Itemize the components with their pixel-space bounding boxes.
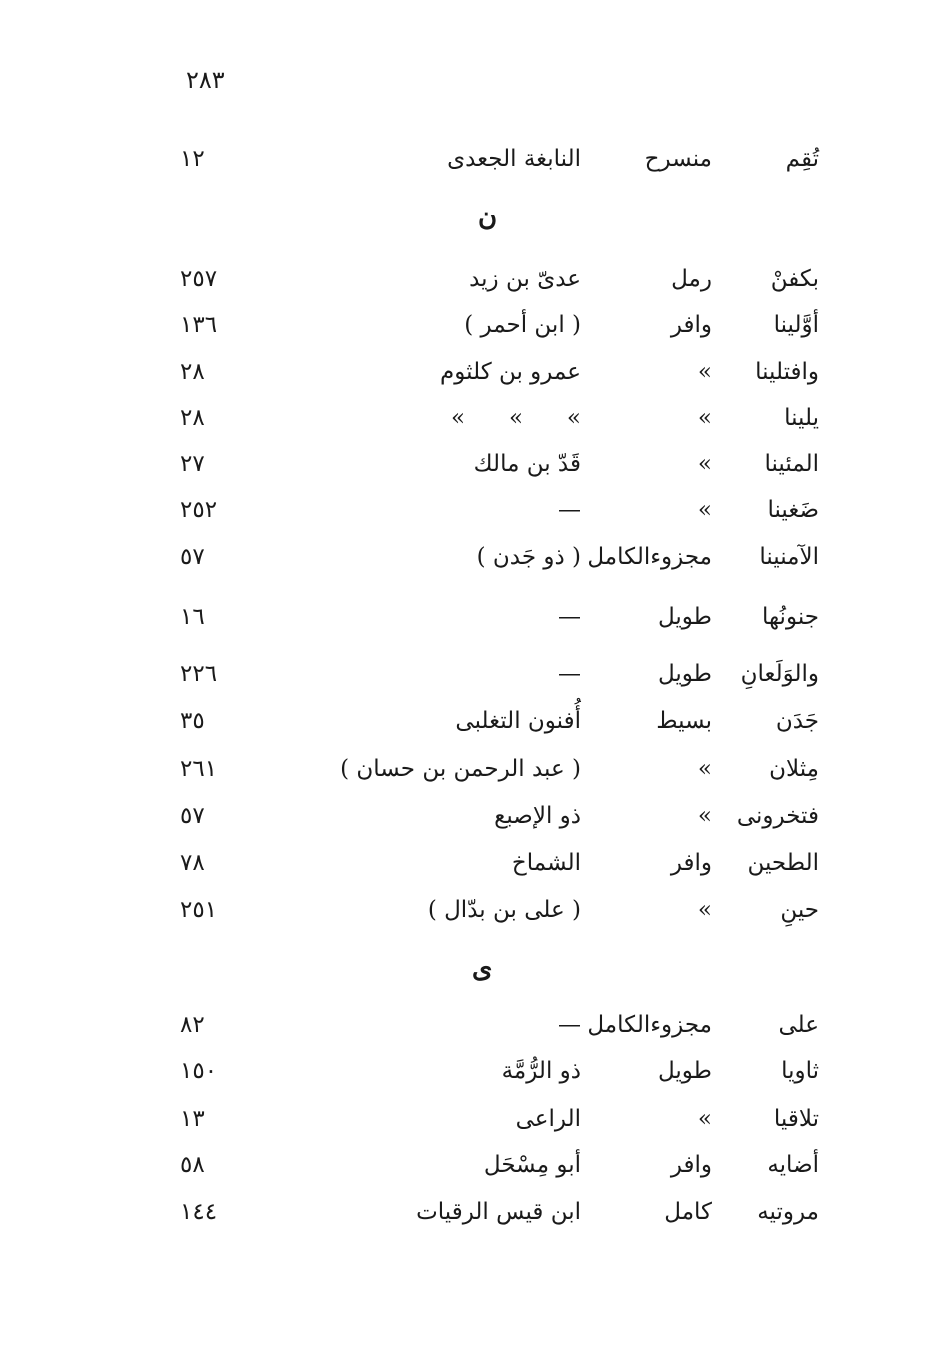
page-ref: ٢٦١	[180, 756, 218, 782]
index-row	[0, 604, 937, 644]
index-row	[0, 312, 937, 352]
page-ref: ١٣	[180, 1106, 205, 1132]
meter: مجزوءالكامل	[587, 544, 712, 570]
index-row	[0, 544, 937, 584]
meter: وافر	[670, 850, 712, 876]
page-ref: ١٣٦	[180, 312, 218, 338]
index-row	[0, 756, 937, 796]
rhyme-word: على	[778, 1012, 819, 1038]
meter: طويل	[657, 661, 712, 687]
poet: قَدّ بن مالك	[473, 451, 581, 477]
page-ref: ٢٥٧	[180, 266, 218, 292]
meter: »	[697, 1106, 712, 1132]
index-row	[0, 146, 937, 186]
index-row	[0, 1058, 937, 1098]
letter-heading-nun: ن	[478, 202, 498, 232]
meter: وافر	[670, 312, 712, 338]
page-ref: ١٤٤	[180, 1199, 218, 1225]
poet: أبو مِسْحَل	[483, 1152, 581, 1178]
poet: عمرو بن كلثوم	[440, 359, 581, 385]
meter: »	[697, 359, 712, 385]
poet: —	[558, 661, 581, 687]
meter: »	[697, 497, 712, 523]
poet: ابن قيس الرقيات	[416, 1199, 581, 1225]
page-ref: ٢٨	[180, 405, 205, 431]
meter: مجزوءالكامل	[587, 1012, 712, 1038]
page-ref: ٢٥١	[180, 897, 218, 923]
rhyme-word: حينِ	[780, 897, 819, 923]
poet: ( عبد الرحمن بن حسان )	[340, 756, 581, 782]
rhyme-word: الآمنينا	[759, 544, 819, 570]
page-ref: ٣٥	[180, 708, 205, 734]
meter: »	[697, 405, 712, 431]
page-ref: ٥٧	[180, 803, 205, 829]
rhyme-word: أضايه	[767, 1152, 819, 1178]
poet: عدىّ بن زيد	[469, 266, 581, 292]
index-row	[0, 897, 937, 937]
meter: »	[697, 756, 712, 782]
page-ref: ٢٧	[180, 451, 205, 477]
index-row	[0, 1199, 937, 1239]
poet: ( على بن بدّال )	[427, 897, 581, 923]
meter: كامل	[664, 1199, 712, 1225]
poet: » » »	[451, 405, 581, 431]
page-number: ٢٨٣	[186, 66, 225, 94]
page-ref: ١٢	[180, 146, 205, 172]
rhyme-word: مِثلان	[769, 756, 819, 782]
rhyme-word: المئينا	[764, 451, 819, 477]
poet: —	[558, 604, 581, 630]
index-row	[0, 451, 937, 491]
index-row	[0, 359, 937, 399]
poet: ذو الإصبع	[494, 803, 581, 829]
poet: الراعى	[515, 1106, 581, 1132]
index-row	[0, 1012, 937, 1052]
rhyme-word: مروتيه	[757, 1199, 819, 1225]
meter: منسرح	[644, 146, 712, 172]
page-ref: ١٥٠	[180, 1058, 218, 1084]
rhyme-word: تُقِم	[785, 146, 819, 172]
index-row	[0, 850, 937, 890]
page-ref: ١٦	[180, 604, 205, 630]
rhyme-word: جَدَن	[775, 708, 819, 734]
meter: طويل	[657, 1058, 712, 1084]
page-ref: ٥٨	[180, 1152, 205, 1178]
rhyme-word: يلينا	[784, 405, 819, 431]
meter: طويل	[657, 604, 712, 630]
index-row	[0, 708, 937, 748]
rhyme-word: تلاقيا	[773, 1106, 819, 1132]
rhyme-word: وافتلينا	[755, 359, 819, 385]
meter: بسيط	[656, 708, 712, 734]
page-ref: ٨٢	[180, 1012, 205, 1038]
poet: أُفنون التغلبى	[455, 708, 581, 734]
rhyme-word: ثاويا	[781, 1058, 819, 1084]
meter: »	[697, 803, 712, 829]
index-row	[0, 1152, 937, 1192]
page-ref: ٧٨	[180, 850, 205, 876]
index-row	[0, 497, 937, 537]
page-ref: ٢٨	[180, 359, 205, 385]
meter: وافر	[670, 1152, 712, 1178]
poet: ( ذو جَدن )	[476, 544, 581, 570]
rhyme-word: فتخرونى	[736, 803, 819, 829]
rhyme-word: جنونُها	[761, 604, 819, 630]
meter: رمل	[671, 266, 712, 292]
index-row	[0, 266, 937, 306]
page-ref: ٥٧	[180, 544, 205, 570]
index-row	[0, 1106, 937, 1146]
page-ref: ٢٥٢	[180, 497, 218, 523]
poet: —	[558, 1012, 581, 1038]
poet: —	[558, 497, 581, 523]
letter-heading-ya: ى	[472, 954, 493, 984]
poet: الشماخ	[511, 850, 581, 876]
rhyme-word: الطحين	[747, 850, 819, 876]
rhyme-word: ضَغينا	[767, 497, 819, 523]
index-row	[0, 661, 937, 701]
page-ref: ٢٢٦	[180, 661, 218, 687]
index-row	[0, 405, 937, 445]
poet: النابغة الجعدى	[447, 146, 581, 172]
poet: ( ابن أحمر )	[464, 312, 581, 338]
meter: »	[697, 451, 712, 477]
meter: »	[697, 897, 712, 923]
index-row	[0, 803, 937, 843]
rhyme-word: بكفنْ	[770, 266, 819, 292]
rhyme-word: والوَلَعانِ	[740, 661, 819, 687]
poet: ذو الرُّمَّة	[501, 1058, 581, 1084]
rhyme-word: أوَّلينا	[773, 312, 819, 338]
